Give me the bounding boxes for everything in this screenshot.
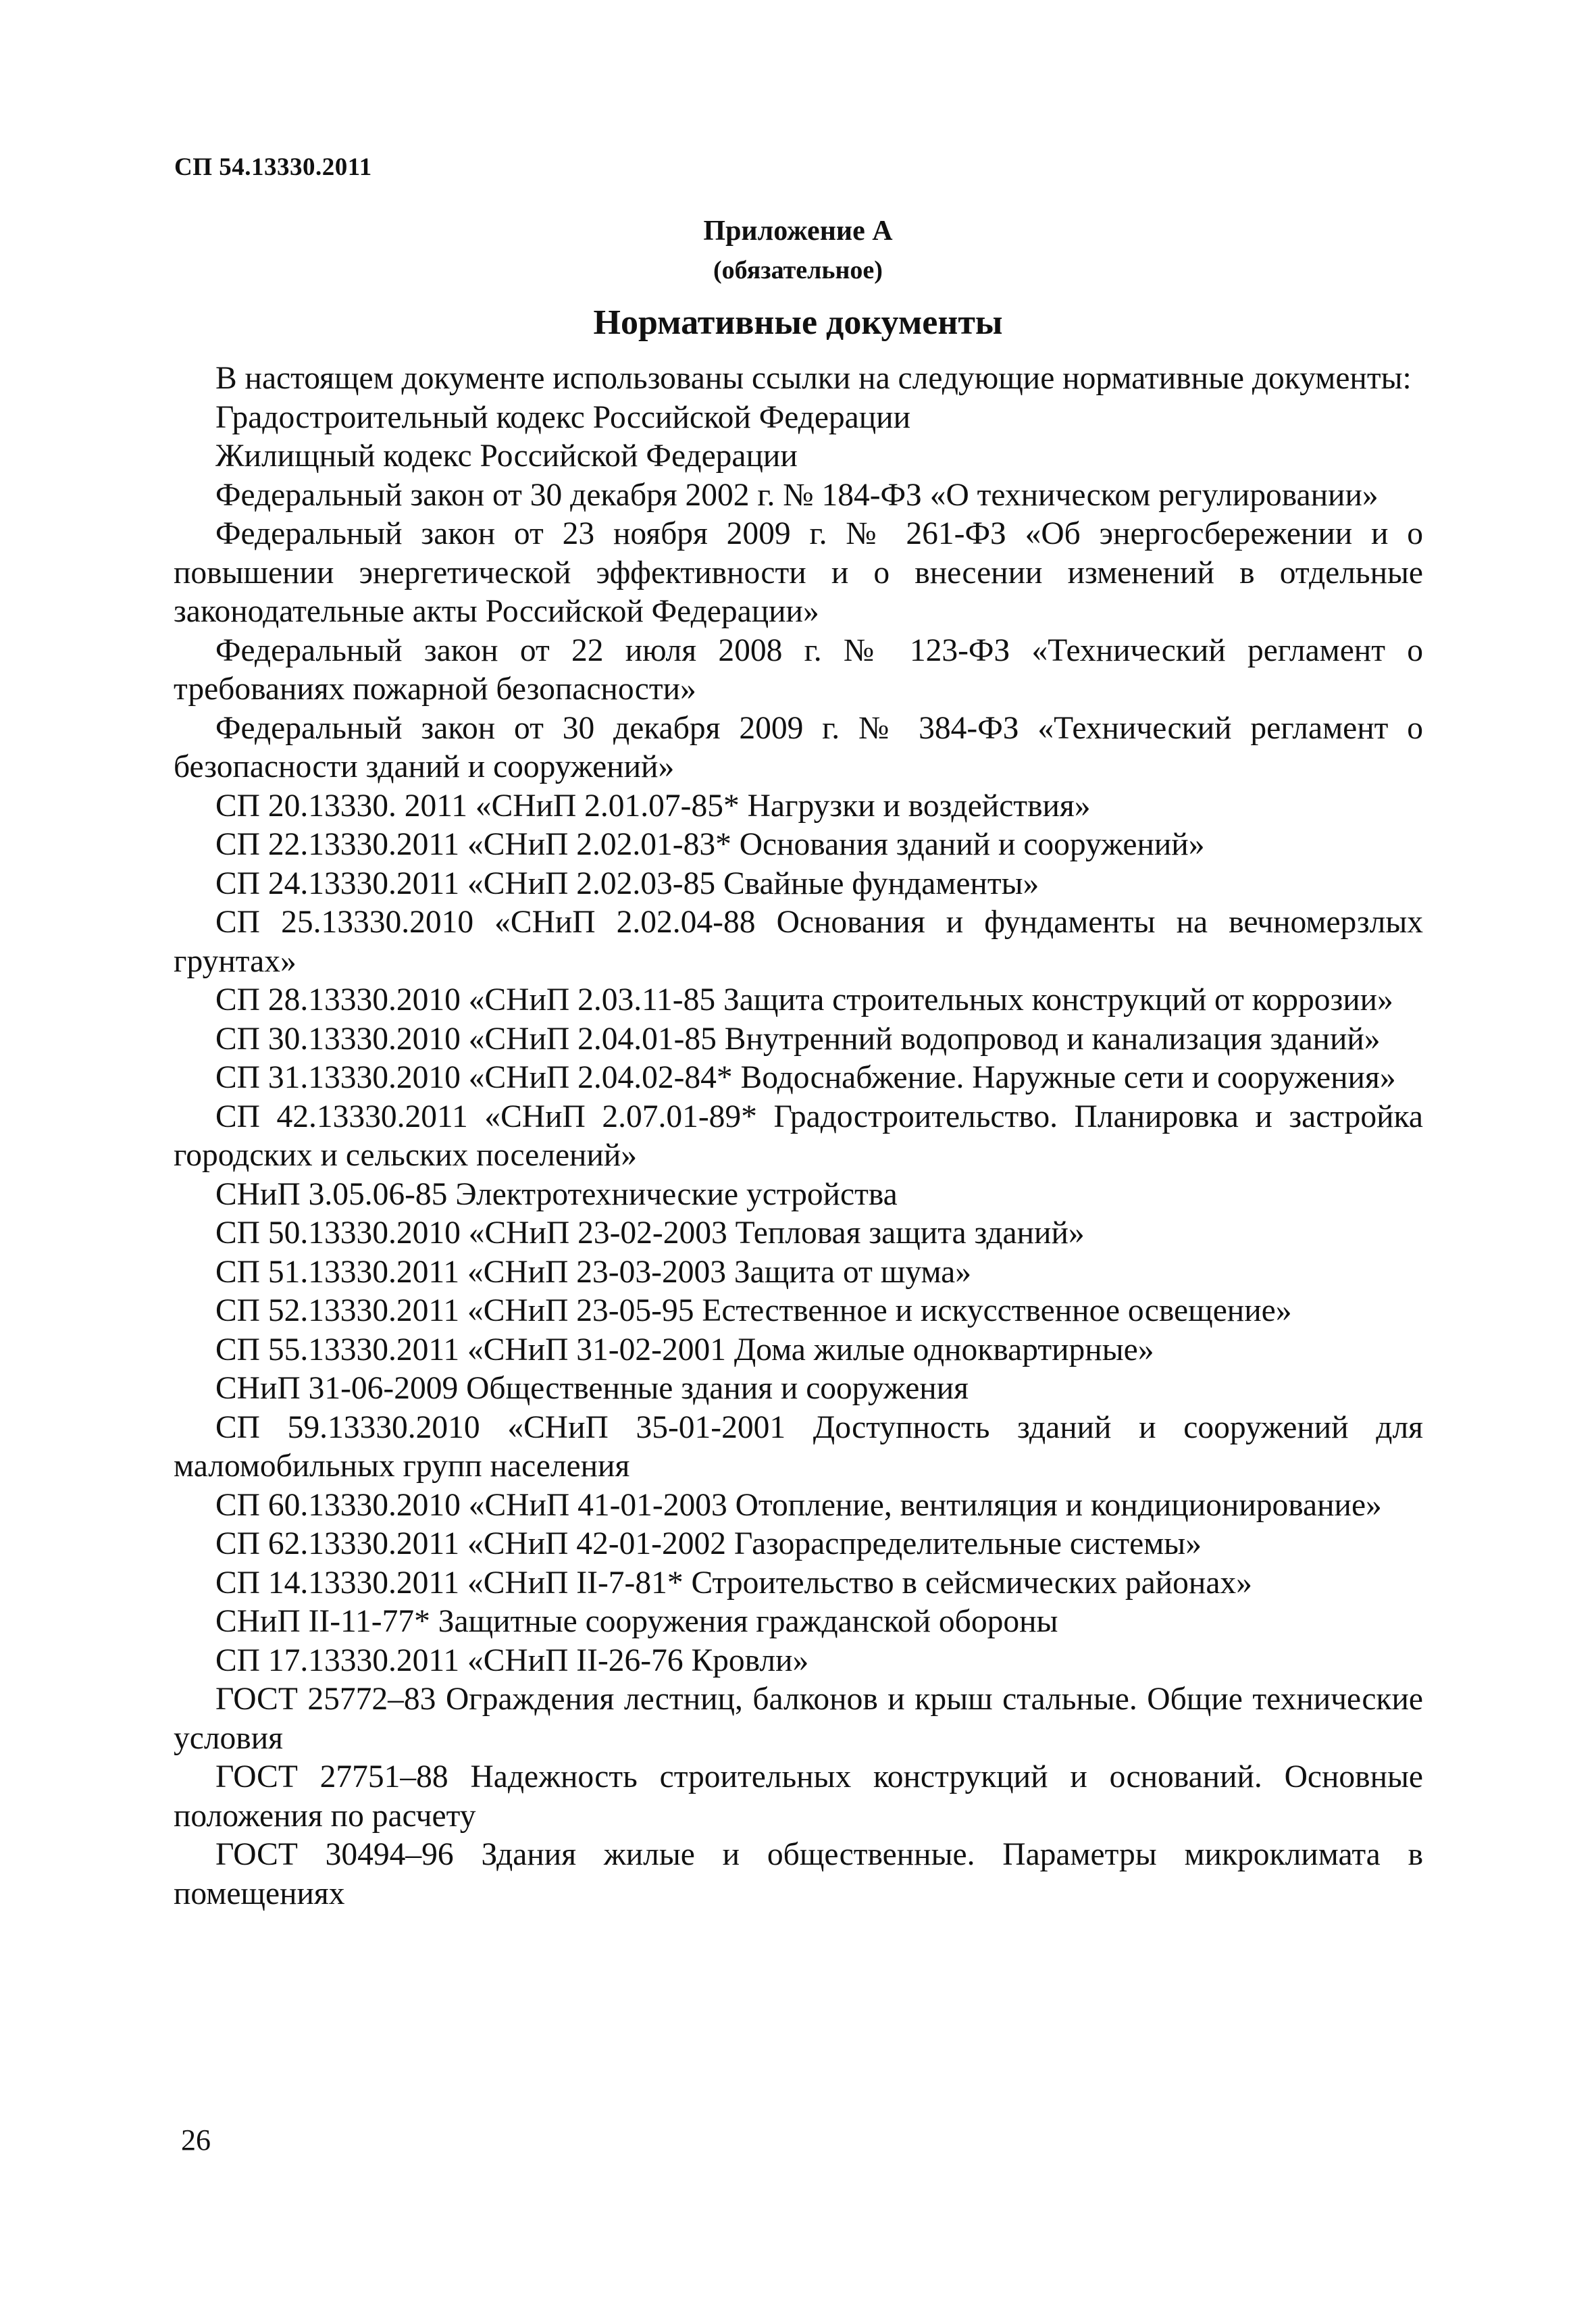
reference-item: Градостроительный кодекс Российской Федерации <box>215 399 911 435</box>
reference-item: ГОСТ 25772–83 Ограждения лестниц, балконов и крыш стальные. Общие технические условия <box>174 1682 1423 1756</box>
reference-item: СП 22.13330.2011 «СНиП 2.02.01-83* Основания зданий и сооружений» <box>215 827 1205 862</box>
reference-item: СП 55.13330.2011 «СНиП 31-02-2001 Дома жилые одноквартирные» <box>215 1332 1154 1367</box>
reference-item: СНиП 3.05.06-85 Электротехнические устройства <box>215 1176 898 1212</box>
reference-item: ГОСТ 27751–88 Надежность строительных конструкций и оснований. Основные положения по расчету <box>174 1759 1423 1834</box>
reference-item: СП 52.13330.2011 «СНиП 23-05-95 Естественное и искусственное освещение» <box>215 1293 1292 1328</box>
reference-item: СП 60.13330.2010 «СНиП 41-01-2003 Отопление, вентиляция и кондиционирование» <box>215 1487 1382 1523</box>
reference-item: СНиП 31-06-2009 Общественные здания и сооружения <box>215 1371 969 1406</box>
reference-item: СП 51.13330.2011 «СНиП 23-03-2003 Защита от шума» <box>215 1254 972 1290</box>
reference-item: Федеральный закон от 22 июля 2008 г. № 123-ФЗ «Технический регламент о требованиях пожарной безопасности» <box>174 632 1423 707</box>
reference-item: СП 25.13330.2010 «СНиП 2.02.04-88 Основания и фундаменты на вечномерзлых грунтах» <box>174 905 1423 979</box>
reference-item: Федеральный закон от 30 декабря 2009 г. № 384-ФЗ «Технический регламент о безопасности зданий и сооружений» <box>174 710 1423 784</box>
page-number: 26 <box>181 2123 211 2157</box>
reference-item: СП 24.13330.2011 «СНиП 2.02.03-85 Свайные фундаменты» <box>215 865 1039 901</box>
reference-item: ГОСТ 30494–96 Здания жилые и общественные. Параметры микроклимата в помещениях <box>174 1837 1423 1911</box>
reference-item: Федеральный закон от 30 декабря 2002 г. № 184-ФЗ «О техническом регулировании» <box>215 477 1379 513</box>
appendix-title: Приложение А <box>703 216 893 247</box>
reference-item: Жилищный кодекс Российской Федерации <box>215 438 798 474</box>
reference-item: СП 50.13330.2010 «СНиП 23-02-2003 Тепловая защита зданий» <box>215 1215 1085 1251</box>
reference-item: Федеральный закон от 23 ноября 2009 г. № 261-ФЗ «Об энергосбережении и о повышении энергетической эффективности и о внесении изменений в отдельные законодательные акты Российской Федерации» <box>174 516 1423 629</box>
reference-item: СП 31.13330.2010 «СНиП 2.04.02-84* Водоснабжение. Наружные сети и сооружения» <box>215 1060 1396 1095</box>
reference-item: СП 59.13330.2010 «СНиП 35-01-2001 Доступность зданий и сооружений для маломобильных групп населения <box>174 1409 1423 1484</box>
reference-item: СП 62.13330.2011 «СНиП 42-01-2002 Газораспределительные системы» <box>215 1526 1202 1561</box>
reference-item: СП 14.13330.2011 «СНиП II-7-81* Строительство в сейсмических районах» <box>215 1565 1252 1601</box>
reference-item: СП 42.13330.2011 «СНиП 2.07.01-89* Градостроительство. Планировка и застройка городских и сельских поселений» <box>174 1099 1423 1173</box>
reference-item: СНиП II-11-77* Защитные сооружения гражданской обороны <box>215 1604 1058 1639</box>
document-body <box>174 359 1423 1913</box>
reference-item: СП 17.13330.2011 «СНиП II-26-76 Кровли» <box>215 1642 809 1678</box>
document-code: СП 54.13330.2011 <box>174 153 372 181</box>
reference-item: СП 28.13330.2010 «СНиП 2.03.11-85 Защита строительных конструкций от коррозии» <box>215 982 1393 1017</box>
reference-item: СП 20.13330. 2011 «СНиП 2.01.07-85* Нагрузки и воздействия» <box>215 788 1091 824</box>
appendix-subtitle: (обязательное) <box>713 256 883 284</box>
intro-paragraph: В настоящем документе использованы ссылки на следующие нормативные документы: <box>215 361 1412 396</box>
section-heading: Нормативные документы <box>593 303 1003 342</box>
reference-item: СП 30.13330.2010 «СНиП 2.04.01-85 Внутренний водопровод и канализация зданий» <box>215 1021 1381 1057</box>
